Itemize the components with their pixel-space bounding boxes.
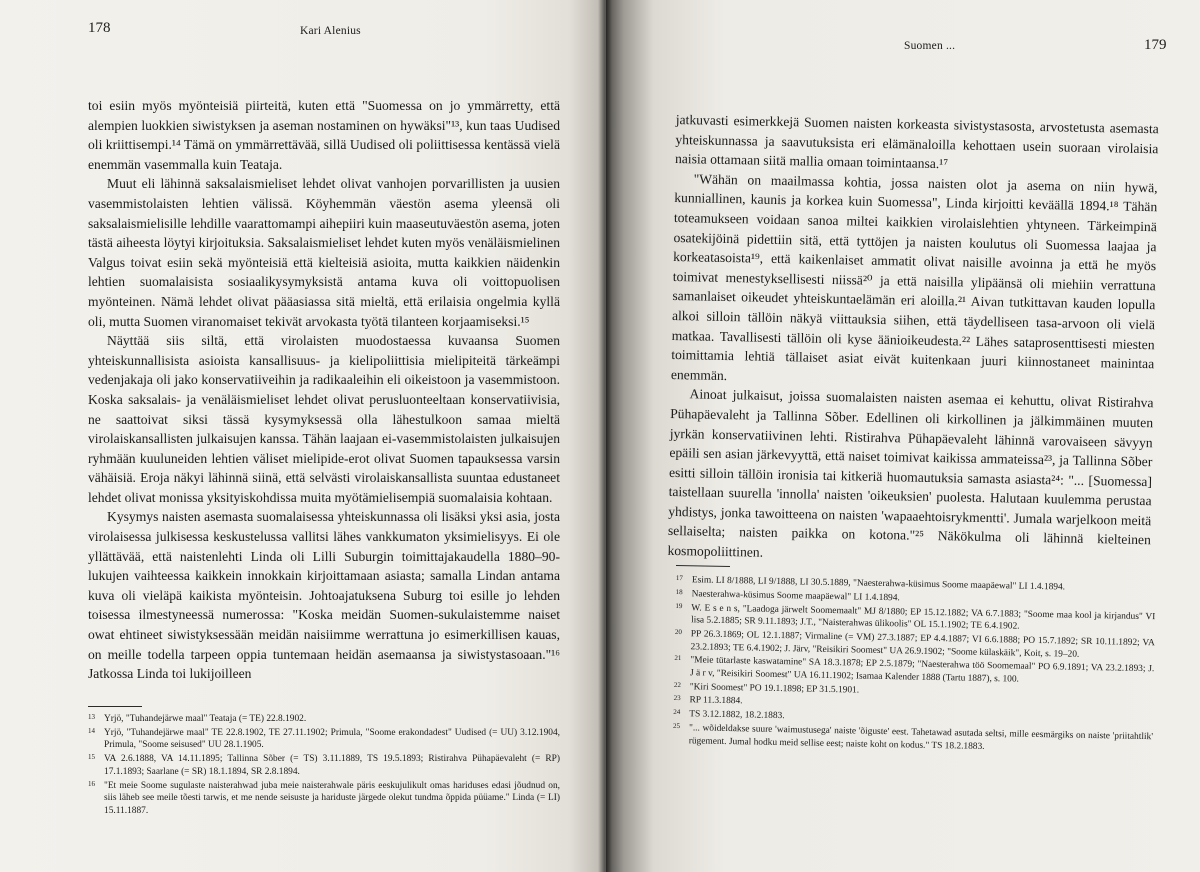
footnote-number: 22	[673, 680, 681, 689]
paragraph: "Wähän on maailmassa kohtia, jossa naisten olot ja asema on niin hywä, kunniallinen, kaunis ja korkea kuin Suomessa", Linda kirjoitti keväällä 1894.¹⁸ Tähän toteamukseen voidaan sanoa miltei kaikkien virolaislehtien yhtyneen. Tärkeimpinä osatekijöinä pidettiin sitä, että tyttöjen ja naisten koulutus oli Suomessa laajaa ja korkeatasoista¹⁹, että kaikenlaiset ammatit olivat naisille avoinna ja että he myös toimivat menestyksellisesti niissä²⁰ ja että naisilla ylipäänsä oli miehiin verrattuna samanlaiset oikeudet yhteiskuntaelämän eri aloilla.²¹ Aivan tutkittavan kauden lopulla alkoi silloin tällöin näkyä viittauksia siihen, että täydelliseen tasa-arvoon oli vielä matkaa. Tavallisesti tällöin oli kyse äänioikeudesta.²² Lähes sataprosenttisesti miesten toimittamia lehtiä tällaiset asiat eivät kuitenkaan juuri kiinnostaneet mainintaa enemmän.	[670, 171, 1158, 383]
footnote	[88, 753, 560, 778]
footnote-text: W. E s e n s, "Laadoga järwelt Soomemaalt" MJ 8/1880; EP 15.12.1882; VA 6.7.1883; "Soome maa kool ja kirjandus" VI lisa 5.2.1885; SR 9.11.1893; J.T., "Naisterahwas ülikoolis" OL 15.1.1902; TE 6.4.1902.	[691, 602, 1156, 632]
footnote-text: "Et meie Soome sugulaste naisterahwad juba meie naisterahwale päris eeskujulikult omas hariduses edasi jõudnud on, siis läheb see meile tõesti tarwis, et me nende seisuste ja hariduste järgede olekut tundma õppida püüame." Linda (= LI) 15.11.1887.	[104, 780, 560, 816]
left-footnotes	[88, 713, 560, 819]
footnote-text: Yrjö, "Tuhandejärwe maal" TE 22.8.1902, TE 27.11.1902; Primula, "Soome erakondadest" Uudised (= UU) 3.12.1904, Primula, "Soome seisused" UU 28.1.1905.	[104, 727, 560, 751]
footnote-text: PP 26.3.1869; OL 12.1.1887; Virmaline (= VM) 27.3.1887; EP 4.4.1887; VI 6.6.1888; PO 15.7.1892; SR 10.11.1892; VA 23.2.1893; TE 6.4.1902; J. Järv, "Reisikiri Soomest" UA 26.9.1902; "Soome külaskäik", Koit, s. 19–20.	[690, 629, 1155, 660]
paragraph: jatkuvasti esimerkkejä Suomen naisten korkeasta sivistystasosta, arvostetusta asemasta yhteiskunnassa ja saavutuksista eri elämänaloilla kehottaen usein suoraan virolaisia naisia ottamaan siitä mallia omaan toimintaansa.¹⁷	[674, 111, 1159, 172]
footnote-number: 25	[673, 722, 681, 731]
footnote-number: 18	[675, 587, 683, 596]
right-page	[606, 0, 1200, 872]
footnote-number: 15	[88, 753, 95, 762]
footnote-number: 14	[88, 726, 95, 735]
paragraph: toi esiin myös myönteisiä piirteitä, kuten että "Suomessa on jo ymmärretty, että alempien luokkien siwistyksen ja aseman nostaminen on hywäksi"¹³, kun taas Uudised oli kriittisempi.¹⁴ Tämä on ymmärrettävää, sillä Uudised oli poliittisessa kentässä vielä enemmän vasemmalla kuin Teataja.	[88, 98, 560, 172]
footnote-text: Yrjö, "Tuhandejärwe maal" Teataja (= TE) 22.8.1902.	[104, 714, 307, 724]
footnote-number: 24	[673, 708, 681, 717]
right-body-text	[667, 110, 1159, 570]
running-head-right: Suomen ...	[904, 40, 956, 52]
running-head-left: Kari Alenius	[300, 25, 361, 37]
page-number-right: 179	[1144, 37, 1167, 53]
book-gutter	[598, 0, 612, 872]
footnote-number: 20	[674, 627, 682, 637]
paragraph: Kysymys naisten asemasta suomalaisessa yhteiskunnassa oli lisäksi yksi asia, josta virolaisessa julkisessa keskustelussa vallitsi lähes vankkumaton yksimielisyys. Ei ole yllättävää, että naistenlehti Linda oli Lilli Suburgin toimittajakaudella 1880–90-lukujen vaihteessa kaikkein innokkain kirjoittamaan asiasta; samalla Lindan antama kuva oli vieläpä kaikista myönteisin. Johtoajatuksena Suburg toi esille jo lehden toisessa ilmestyneessä numerossa: "Koska meidän Suomen-sukulaistemme naiset owat ehtineet siwistyksessään meidän naisiimme werrattuna jo esimerkillisen kauas, on meille todella tarpeen oppia tuntemaan heidän asemaansa ja siwistystasoaan."¹⁶ Jatkossa Linda toi lukijoilleen	[88, 509, 560, 682]
footnote-rule	[676, 565, 730, 567]
footnote-text: "... wõideldakse suure 'waimustusega' naiste 'õiguste' eest. Tahetawad asutada seltsi, mille eesmärgiks on naiste 'priitahtlik' rügement. Jumal hodku meid sellise eest; naiste koht on kodus." TS 18.2.1883.	[688, 723, 1154, 752]
page-number-left: 178	[88, 20, 111, 36]
footnote	[88, 713, 560, 726]
footnote-number: 17	[675, 574, 683, 583]
paragraph: Muut eli lähinnä saksalaismieliset lehdet olivat vanhojen porvarillisten ja uusien vasemmistolaisten lehtien välissä. Köyhemmän väestön asema yleensä oli saksalaismielisille lehdille vaarattomampi aihepiiri kuin maaseutuväestön asema, joten tästä aiheesta löytyi kirjoituksia. Saksalaismieliset lehdet kuten myös venäläismielinen Valgus toivat esiin sekä myönteisiä että kielteisiä asioita, mutta kaikkien näidenkin lehtien suomalaisista sosiaalikysymyksistä antama kuva oli voittopuolisen myönteinen. Nämä lehdet olivat pääasiassa sitä mieltä, että erilaisia ongelmia kyllä oli, mutta Suomen viranomaiset tekivät arvokasta työtä tilanteen korjaamiseksi.¹⁵	[88, 176, 560, 329]
footnote-number: 19	[675, 601, 683, 610]
paragraph: Ainoat julkaisut, joissa suomalaisten naisten asemaa ei kehuttu, olivat Ristirahva Pühapäevaleht ja Tallinna Sõber. Edellinen oli kirkollinen ja jälkimmäinen muuten jyrkän konservatiivinen lehti. Ristirahva Pühapäevaleht lähinnä varovaiseen sävyyn epäili sen asian järkevyyttä, että naiset toimivat kaikissa ammateissa²³, ja Tallinna Sõber esitti silloin tällöin ironisia tai kitkeriä huomautuksia samasta asiasta²⁴: "... [Suomessa] taistellaan suurella 'innolla' naisten 'oikeuksien' puolesta. Halutaan kuulemma perustaa yhdistys, jonka tawoitteena on naisten 'wapaaehtoisrykmentti'. Jumala warjelkoon meitä sellaiselta; naisten paikka on kotona."²⁵ Näkökulma oli lähinnä kielteinen kosmopoliittinen.	[667, 386, 1154, 560]
footnote-number: 13	[88, 713, 95, 721]
footnote-text: "Kiri Soomest" PO 19.1.1898; EP 31.5.1901.	[689, 681, 860, 696]
right-footnotes	[673, 574, 1156, 758]
footnote-text: Naesterahwa-küsimus Soome maapäewal" LI 1.4.1894.	[691, 589, 900, 604]
footnote-text: "Meie tütarlaste kaswatamine" SA 18.3.1878; EP 2.5.1879; "Naesterahwa töö Soomemaal" PO 6.9.1891; VA 23.2.1893; J. J ä r v, "Reisikiri Soomest" UA 16.11.1902; Isamaa Kalender 1888 (Tartu 1887), s. 100.	[690, 655, 1155, 685]
footnote-text: RP 11.3.1884.	[689, 695, 743, 707]
footnote-rule	[88, 706, 142, 707]
footnote-text: VA 2.6.1888, VA 14.11.1895; Tallinna Sõber (= TS) 3.11.1889, TS 19.5.1893; Ristirahva Pühapäevaleht (= RP) 17.1.1893; Saarlane (= SR) 18.1.1894, SR 2.8.1894.	[104, 754, 560, 777]
footnote-number: 23	[673, 694, 681, 703]
footnote	[88, 727, 560, 752]
left-body-text	[88, 96, 560, 684]
footnote-number: 21	[674, 654, 682, 663]
footnote-number: 16	[88, 779, 95, 788]
paragraph: Näyttää siis siltä, että virolaisten muodostaessa kuvaansa Suomen yhteiskunnallisista asioista kansallisuus- ja kielipoliittisia mielipiteitä tärkeämpi vedenjakaja oli jako konservatiiveihin ja radikaaleihin eli oikeistoon ja vasemmistoon. Koska saksalais- ja venäläismieliset lehdet olivat perusluonteeltaan konservatiivisia, ne saattoivat siksi tässä kysymyksessä olla lähestulkoon samaa mieltä virolaiskansallisten julkaisujen kanssa. Tähän laajaan ei-vasemmistolaisten julkaisujen ryhmään kuuluneiden lehtien väliset mielipide-erot olivat Suomen tapauksessa varsin vähäisiä. Eroja näkyi lähinnä siinä, että selvästi virolaiskansallista suuntaa edustaneet lehdet olivat monissa yksityiskohdissa muita myötämielisempiä suomalaisia kohtaan.	[88, 333, 560, 505]
footnote-text: Esim. LI 8/1888, LI 9/1888, LI 30.5.1889, "Naesterahwa-küsimus Soome maapäewal" LI 1.4.1894.	[691, 575, 1066, 593]
footnote	[88, 780, 560, 818]
footnote-text: TS 3.12.1882, 18.2.1883.	[689, 709, 785, 722]
